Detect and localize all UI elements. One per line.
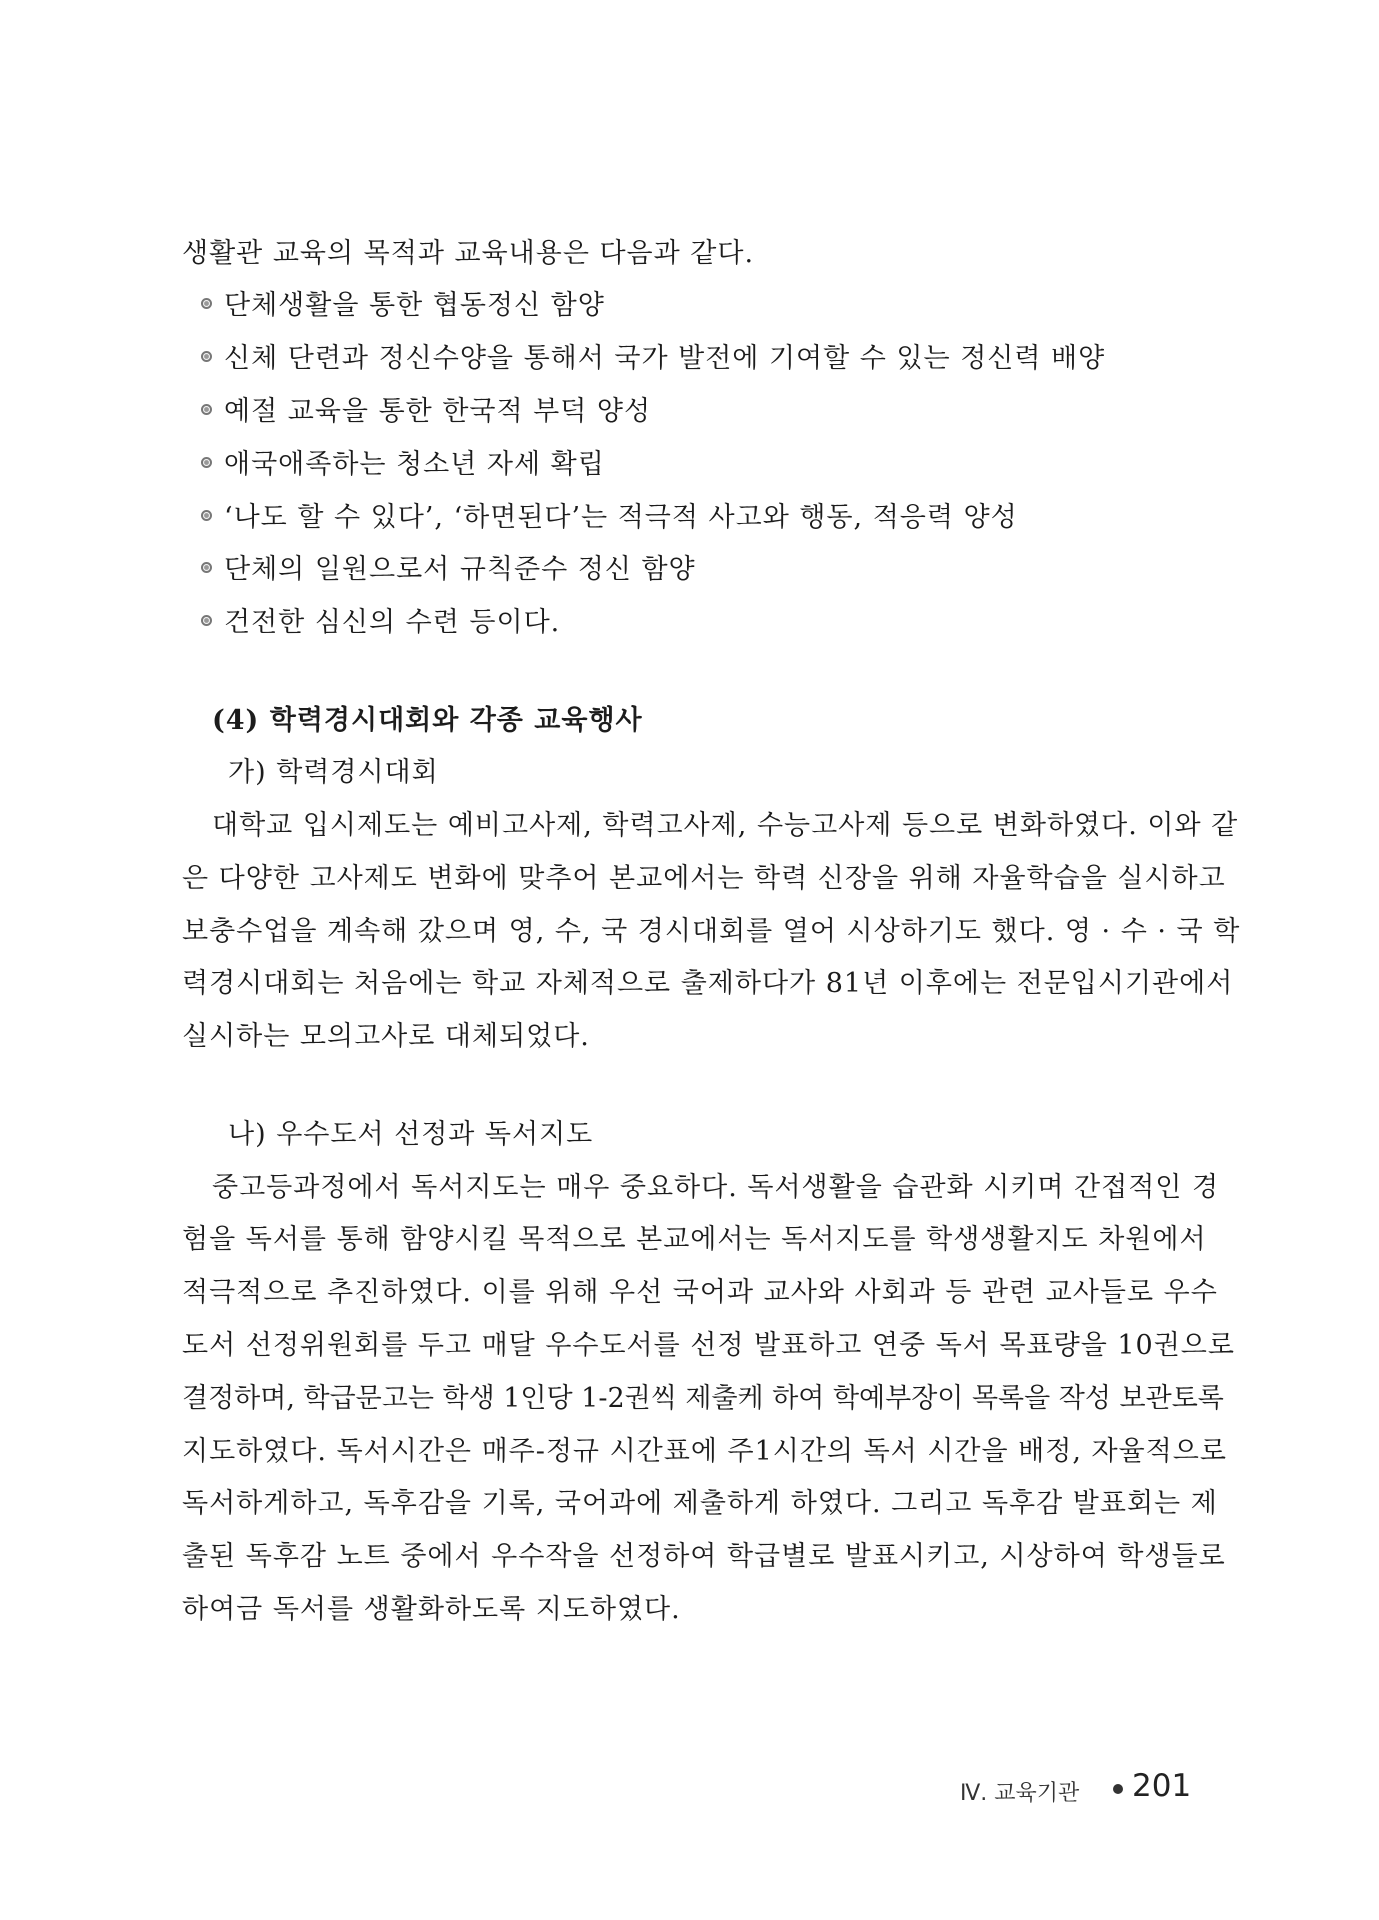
subsection-title: 나) 우수도서 선정과 독서지도 xyxy=(228,1119,594,1150)
paragraph-line: 도서 선정위원회를 두고 매달 우수도서를 선정 발표하고 연중 독서 목표량을 10권으로 xyxy=(182,1330,1235,1361)
bullet-icon xyxy=(201,457,212,468)
bullet-icon xyxy=(201,615,212,626)
paragraph-line: 실시하는 모의고사로 대체되었다. xyxy=(182,1021,590,1052)
bullet-icon xyxy=(201,298,212,309)
bullet-icon xyxy=(201,510,212,521)
bullet-icon xyxy=(201,351,212,362)
bullet-item: 건전한 심신의 수련 등이다. xyxy=(201,605,560,641)
section-heading: (4) 학력경시대회와 각종 교육행사 xyxy=(212,705,643,736)
bullet-item: 예절 교육을 통한 한국적 부덕 양성 xyxy=(201,394,651,430)
paragraph-line: 출된 독후감 노트 중에서 우수작을 선정하여 학급별로 발표시키고, 시상하여 학생들로 xyxy=(182,1541,1226,1572)
paragraph-line: 험을 독서를 통해 함양시킬 목적으로 본교에서는 독서지도를 학생생활지도 차원에서 xyxy=(182,1224,1207,1255)
bullet-item: 애국애족하는 청소년 자세 확립 xyxy=(201,447,605,483)
page-footer xyxy=(960,1768,1190,1808)
bullet-icon xyxy=(201,404,212,415)
paragraph-line: 하여금 독서를 생활화하도록 지도하였다. xyxy=(182,1594,681,1625)
bullet-item: 신체 단련과 정신수양을 통해서 국가 발전에 기여할 수 있는 정신력 배양 xyxy=(201,341,1105,377)
paragraph-line: 대학교 입시제도는 예비고사제, 학력고사제, 수능고사제 등으로 변화하였다. 이와 같 xyxy=(212,810,1239,841)
footer-section-label: Ⅳ. 교육기관 xyxy=(960,1781,1080,1806)
page-number: 201 xyxy=(1132,1768,1192,1804)
intro-text: 생활관 교육의 목적과 교육내용은 다음과 같다. xyxy=(182,238,755,269)
paragraph-line: 결정하며, 학급문고는 학생 1인당 1-2권씩 제출케 하여 학예부장이 목록을 작성 보관토록 xyxy=(182,1383,1224,1414)
paragraph-line: 보충수업을 계속해 갔으며 영, 수, 국 경시대회를 열어 시상하기도 했다. 영 · 수 · 국 학 xyxy=(182,916,1241,947)
bullet-item: 단체생활을 통한 협동정신 함양 xyxy=(201,288,605,324)
subsection-title: 가) 학력경시대회 xyxy=(228,757,439,788)
paragraph-line: 은 다양한 고사제도 변화에 맞추어 본교에서는 학력 신장을 위해 자율학습을 실시하고 xyxy=(182,863,1226,894)
bullet-item: 단체의 일원으로서 규칙준수 정신 함양 xyxy=(201,552,696,588)
paragraph-line: 력경시대회는 처음에는 학교 자체적으로 출제하다가 81년 이후에는 전문입시기관에서 xyxy=(182,968,1234,999)
footer-separator-dot xyxy=(1113,1784,1123,1794)
paragraph-line: 지도하였다. 독서시간은 매주-정규 시간표에 주1시간의 독서 시간을 배정, 자율적으로 xyxy=(182,1436,1227,1467)
bullet-item: ‘나도 할 수 있다’, ‘하면된다’는 적극적 사고와 행동, 적응력 양성 xyxy=(201,500,1018,536)
paragraph-line: 독서하게하고, 독후감을 기록, 국어과에 제출하게 하였다. 그리고 독후감 발표회는 제 xyxy=(182,1488,1218,1519)
paragraph-line: 중고등과정에서 독서지도는 매우 중요하다. 독서생활을 습관화 시키며 간접적인 경 xyxy=(212,1172,1220,1203)
paragraph-line: 적극적으로 추진하였다. 이를 위해 우선 국어과 교사와 사회과 등 관련 교사들로 우수 xyxy=(182,1277,1218,1308)
bullet-icon xyxy=(201,562,212,573)
